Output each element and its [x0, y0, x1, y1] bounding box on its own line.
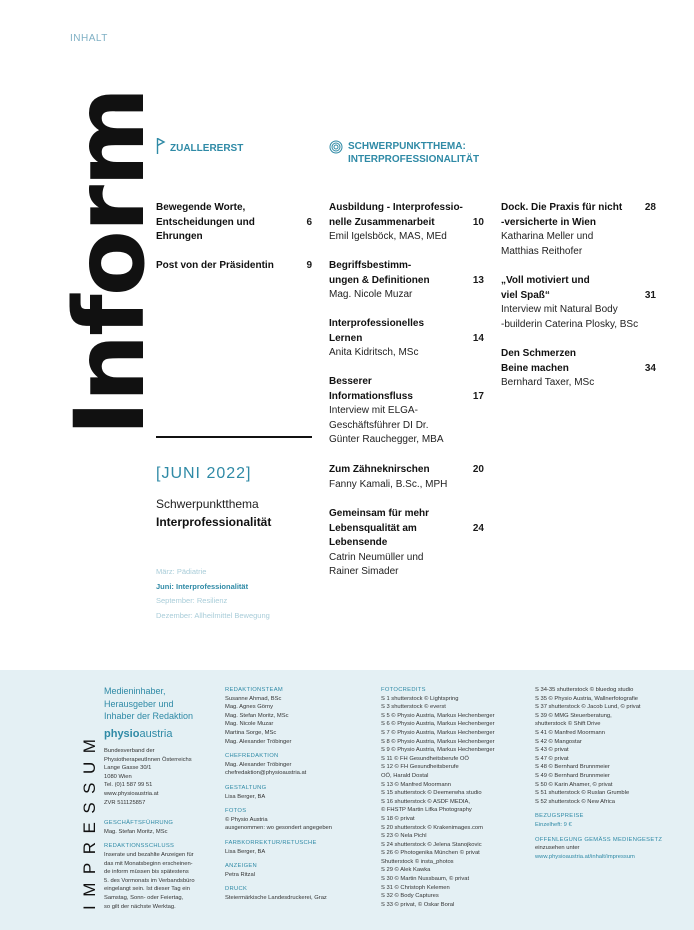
issue-item-current[interactable]: Juni: Interprofessionalität [156, 581, 249, 591]
page-number: 20 [472, 464, 484, 475]
issue-date: [JUNI 2022] [156, 465, 252, 482]
imprint-owner: Medieninhaber, Herausgeber und Inhaber der Redaktion [104, 686, 194, 721]
page-number: 34 [644, 362, 656, 374]
page-number: 9 [306, 260, 312, 271]
page-number: 28 [644, 202, 656, 213]
imprint-col-4: S 34-35 shutterstock © bluedog studio S 35 © Physio Austria, Wallnerfotografie S 37 shutterstock © Jacob Lund, © privat S 39 © MMG Steuerberatung, shutterstock © Shift Drive S 41 © Manfred Moormann S 42 © Mangostar S 43 © privat S 47 © privat S 48 © Bernhard Brunnmeier S 49 © Bernhard Brunnmeier S 50 © Karin Ahamer, © privat S 51 shutterstock © Ruslan Grumble S 52 shutterstock © New Africa BEZUGSPREISE Einzelheft: 9 € OFFENLEGUNG GEMÄSS MEDIENGESETZ einzusehen unter www.physioaustria.at/inhalt/impressum [535, 686, 685, 861]
page-number: 6 [306, 216, 312, 228]
toc-entry[interactable]: Dock. Die Praxis für nicht -versicherte in Wien Katharina Meller und Matthias Reithofer 28 [501, 202, 656, 257]
imprint-col-3: FOTOCREDITS S 1 shutterstock © Lightspring S 3 shutterstock © everst S 5 © Physio Austria, Markus Hechenberger S 6 © Physio Austria, Markus Hechenberger S 7 © Physio Austria, Markus Hechenberger S 8 © Physio Austria, Markus Hechenberger S 9 © Physio Austria, Markus Hechenberger S 11 © FH Gesundheitsberufe OÖ S 12 © FH Gesundheitsberufe OÖ, Harald Dostal S 13 © Manfred Moormann S 15 shutterstock © Deemerwha studio S 16 shutterstock © ASDF MEDIA, © FHSTP Martin Lifka Photography S 18 © privat S 20 shutterstock © Krakenimages.com S 23 © Nela Pichl S 24 shutterstock © Jelena Stanojkovic S 26 © Photogenika München © privat Shutterstock © insta_photos S 29 © Alek Kawka S 30 © Martin Nussbaum, © privat S 31 © Christoph Kelemen S 32 © Body Captures S 33 © privat, © Oskar Boral [381, 687, 495, 908]
spiral-icon [329, 140, 343, 154]
disclosure-link[interactable]: www.physioaustria.at/inhalt/impressum [535, 853, 635, 860]
section-head-focus [329, 140, 499, 170]
imprint-col-2: REDAKTIONSTEAM Susanne Ahmad, BSc Mag. Agnes Görny Mag. Stefan Moritz, MSc Mag. Nicole Muzar Martina Sorge, MSc Mag. Alexander Tröbinger CHEFREDAKTION Mag. Alexander Tröbinger chefredaktion@physioaustria.at GESTALTUNG Lisa Berger, BA FOTOS © Physio Austria ausgenommen: wo gesondert angegeben FARBKORREKTUR/RETUSCHE Lisa Berger, BA ANZEIGEN Petra Ritzal DRUCK Steiermärkische Landesdruckerei, Graz [225, 687, 332, 901]
toc-entry[interactable]: Den Schmerzen Beine machen Bernhard Taxer, MSc 34 [501, 348, 656, 388]
page-number: 17 [472, 390, 484, 402]
toc-entry[interactable]: Besserer Informationsfluss Interview mit ELGA- Geschäftsführer DI Dr. Günter Rauchegger, MBA 17 [329, 376, 484, 445]
physioaustria-logo: physioaustria [104, 728, 173, 740]
issue-item[interactable]: März: Pädiatrie [156, 567, 207, 576]
toc-entry[interactable]: Begriffsbestimm- ungen & Definitionen Mag. Nicole Muzar 13 [329, 260, 484, 300]
toc-entry[interactable]: „Voll motiviert und viel Spaß“ Interview mit Natural Body -builderin Caterina Plosky, BSc 31 [501, 275, 656, 330]
issue-item[interactable]: September: Resilienz [156, 596, 228, 606]
divider [156, 436, 312, 438]
section-title-first: ZUALLERERST [170, 143, 244, 154]
section-head-first [156, 137, 316, 157]
magazine-title: Inform [54, 88, 166, 436]
page-number: 14 [472, 332, 484, 344]
toc-entry[interactable]: Gemeinsam für mehr Lebensqualität am Lebensende Catrin Neumüller und Rainer Simader 24 [329, 508, 484, 577]
imprint-col-1: Bundesverband der PhysiotherapeutInnen Österreichs Lange Gasse 30/1 1080 Wien Tel. (0)1 587 99 51 www.physioaustria.at ZVR 511125857 GESCHÄFTSFÜHRUNG Mag. Stefan Moritz, MSc REDAKTIONSSCHLUSS Inserate und bezahlte Anzeigen für das mit Monatsbeginn erscheinen- de inform müssen bis spätestens 5. des Vormonats im Verbandsbüro eingelangt sein. Ist dieser Tag ein Samstag, Sonn- oder Feiertag, so gilt der nächste Werktag. [104, 748, 195, 910]
page-number: 13 [472, 274, 484, 286]
imprint-label: IMPRESSUM [80, 730, 99, 910]
page-number: 31 [644, 289, 656, 301]
section-title-focus: SCHWERPUNKTTHEMA: INTERPROFESSIONALITÄT [348, 141, 480, 165]
toc-entry[interactable]: Interprofessionelles Lernen Anita Kidritsch, MSc 14 [329, 318, 484, 358]
page-number: 24 [472, 522, 484, 534]
page-label: INHALT [70, 33, 108, 44]
toc-entry[interactable]: Ausbildung - Interprofessio- nelle Zusammenarbeit Emil Igelsböck, MAS, MEd 10 [329, 202, 484, 242]
toc-entry[interactable]: Zum Zähneknirschen Fanny Kamali, B.Sc., MPH 20 [329, 464, 484, 490]
toc-entry[interactable]: Bewegende Worte, Entscheidungen und Ehrungen 6 [156, 202, 312, 242]
focus-label: Schwerpunktthema [156, 497, 259, 511]
flag-icon [156, 137, 166, 155]
toc-entry[interactable]: Post von der Präsidentin 9 [156, 259, 312, 274]
page-number: 10 [472, 216, 484, 228]
issue-item[interactable]: Dezember: Allheilmittel Bewegung [156, 610, 270, 620]
issue-list [156, 565, 270, 623]
focus-topic: Interprofessionalität [156, 515, 272, 529]
